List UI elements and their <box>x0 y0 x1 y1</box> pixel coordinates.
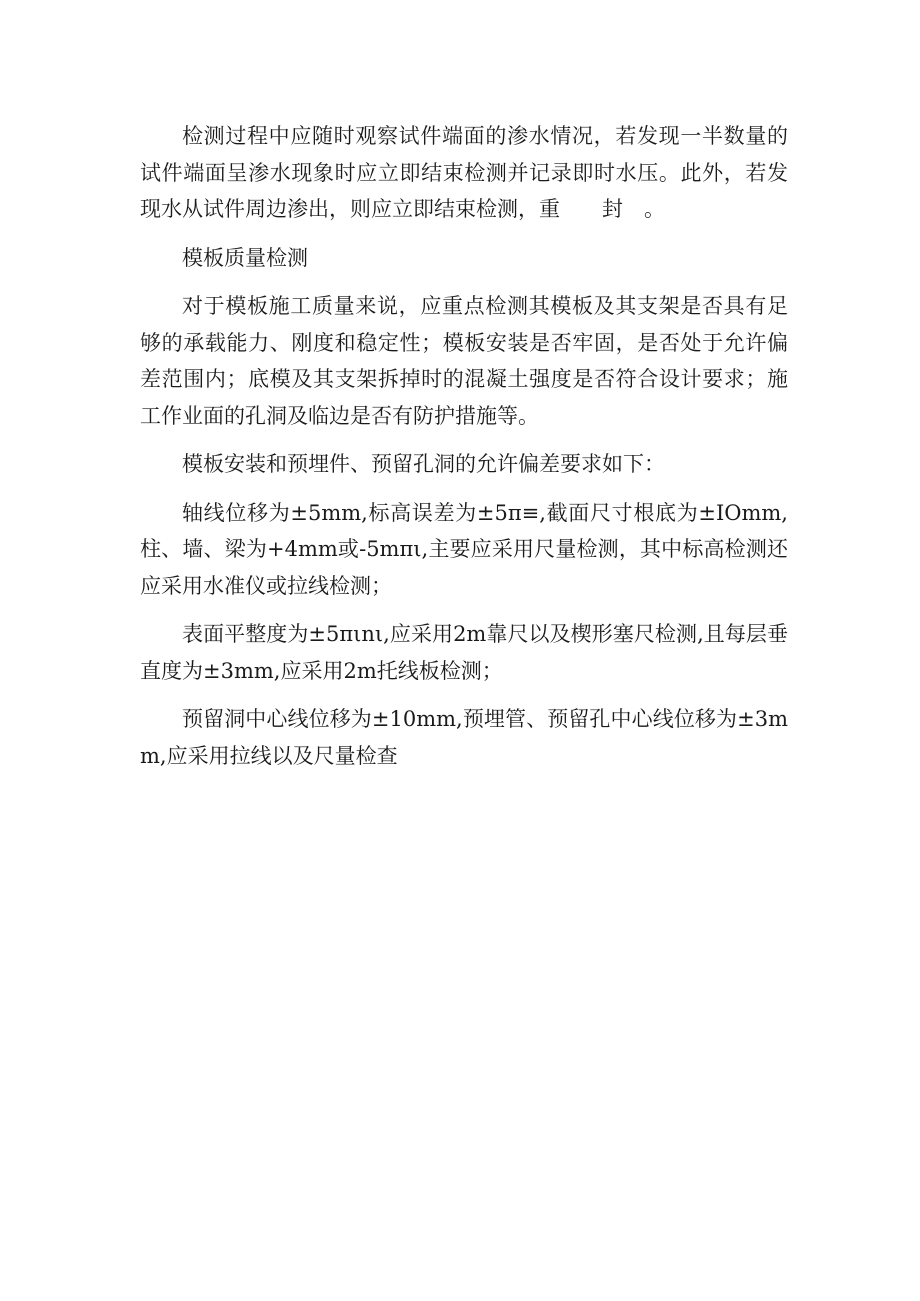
paragraph-seepage-check: 检测过程中应随时观察试件端面的渗水情况，若发现一半数量的试件端面呈渗水现象时应立即结束检测并记录即时水压。此外，若发现水从试件周边渗出，则应立即结束检测，重 封 。 <box>140 124 788 221</box>
section-heading-formwork-quality: 模板质量检测 <box>182 245 308 270</box>
paragraph-hole-tolerance: 预留洞中心线位移为±10mm,预埋管、预留孔中心线位移为±3mm,应采用拉线以及尺量检查 <box>140 707 788 768</box>
paragraph-formwork-requirements: 对于模板施工质量来说，应重点检测其模板及其支架是否具有足够的承载能力、刚度和稳定性；模板安装是否牢固，是否处于允许偏差范围内；底模及其支架拆掉时的混凝土强度是否符合设计要求；施工作业面的孔洞及临边是否有防护措施等。 <box>140 294 788 428</box>
paragraph-tolerance-intro: 模板安装和预埋件、预留孔洞的允许偏差要求如下： <box>182 452 665 476</box>
paragraph-flatness-tolerance: 表面平整度为±5πιnι,应采用2m靠尺以及楔形塞尺检测,且每层垂直度为±3mm,应采用2m托线板检测； <box>140 622 788 683</box>
document-body <box>140 118 788 786</box>
paragraph-axis-tolerance: 轴线位移为±5mm,标高误差为±5π≡,截面尺寸根底为±IOmm,柱、墙、梁为+4mm或-5mπι,主要应采用尺量检测，其中标高检测还应采用水准仪或拉线检测； <box>140 500 788 598</box>
